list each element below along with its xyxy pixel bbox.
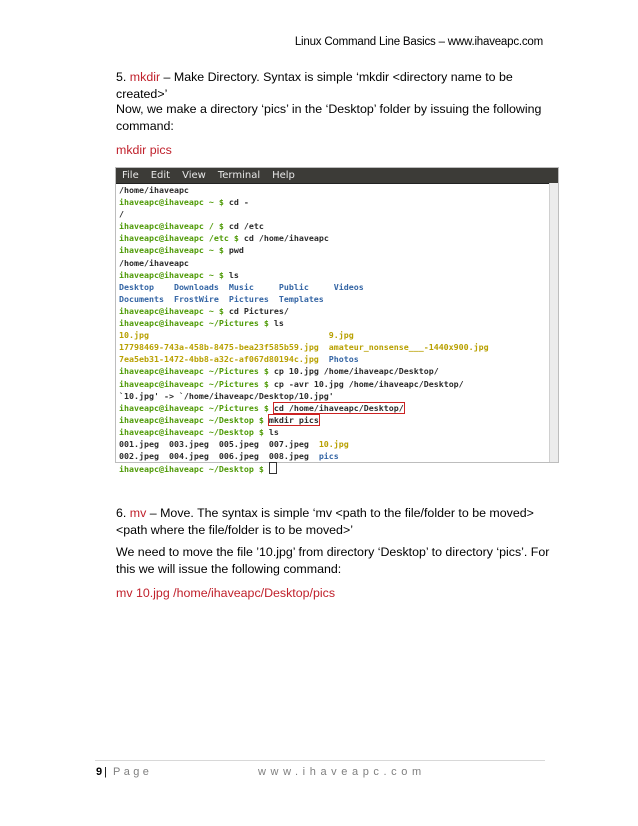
- footer-page-number: 9: [96, 766, 103, 778]
- terminal-prompt: ihaveapc@ihaveapc / $: [119, 221, 229, 232]
- terminal-prompt: ihaveapc@ihaveapc ~ $: [119, 197, 229, 208]
- mkdir-explanation: Now, we make a directory ‘pics’ in the ‘Desktop’ folder by issuing the following command:: [116, 102, 542, 133]
- terminal-line: [119, 402, 548, 414]
- terminal-text: Documents FrostWire Pictures Templates: [119, 293, 324, 304]
- terminal-text: cp -avr 10.jpg /home/ihaveapc/Desktop/: [273, 378, 464, 389]
- mv-command-name: mv: [129, 506, 147, 520]
- terminal-line: [119, 208, 548, 220]
- footer-separator: |: [104, 766, 107, 778]
- section-number: 6.: [116, 506, 127, 520]
- terminal-text: cd /etc: [228, 221, 264, 232]
- terminal-text: pics: [318, 451, 339, 462]
- terminal-text: 002.jpeg 004.jpeg 006.jpeg 008.jpeg: [119, 451, 319, 462]
- terminal-menu-view: View: [182, 170, 206, 181]
- terminal-line: [119, 281, 548, 293]
- footer-page-label: Page: [113, 766, 153, 778]
- mv-description: – Move. The syntax is simple ‘mv <path to the file/folder to be moved> <path where the file/folder is to be moved>’: [116, 506, 534, 537]
- terminal-menu-bar: [116, 168, 558, 184]
- terminal-menu-terminal: Terminal: [217, 170, 261, 181]
- terminal-text: pwd: [228, 245, 244, 256]
- terminal-prompt: ihaveapc@ihaveapc ~ $: [119, 305, 229, 316]
- terminal-text: `10.jpg' -> `/home/ihaveapc/Desktop/10.jpg': [119, 390, 334, 401]
- mv-example: mv 10.jpg /home/ihaveapc/Desktop/pics: [116, 586, 336, 600]
- terminal-text: 10.jpg 9.jpg: [119, 330, 354, 341]
- footer-divider: [95, 760, 545, 761]
- terminal-line: [119, 305, 548, 317]
- mkdir-description: – Make Directory. Syntax is simple ‘mkdir <directory name to be created>’: [116, 70, 513, 101]
- terminal-text: 17798469-743a-458b-8475-bea23f585b59.jpg amateur_nonsense___-1440x900.jpg: [119, 342, 489, 353]
- mkdir-example: mkdir pics: [116, 143, 172, 157]
- footer-website: www.ihaveapc.com: [258, 766, 426, 778]
- terminal-menu-edit: Edit: [150, 170, 171, 181]
- terminal-prompt: ihaveapc@ihaveapc ~/Pictures $: [119, 318, 274, 329]
- terminal-line: [119, 426, 548, 438]
- terminal-line: [119, 184, 548, 196]
- terminal-menu-file: File: [122, 170, 139, 181]
- terminal-text: cd -: [228, 197, 249, 208]
- terminal-line: [119, 390, 548, 402]
- terminal-line: [119, 244, 548, 256]
- terminal-text: cd /home/ihaveapc: [243, 233, 329, 244]
- terminal-line: [119, 232, 548, 244]
- terminal-line: [119, 378, 548, 390]
- section-number: 5.: [116, 70, 127, 84]
- terminal-text: 7ea5eb31-1472-4bb8-a32c-af067d80194c.jpg: [119, 354, 329, 365]
- terminal-text: ls: [228, 269, 239, 280]
- terminal-text: cp 10.jpg /home/ihaveapc/Desktop/: [273, 366, 439, 377]
- terminal-prompt: ihaveapc@ihaveapc /etc $: [119, 233, 244, 244]
- terminal-text: Photos: [328, 354, 359, 365]
- terminal-line: [119, 317, 548, 329]
- terminal-line: [119, 353, 548, 365]
- terminal-text: ls: [273, 318, 284, 329]
- terminal-line: [119, 257, 548, 269]
- terminal-prompt: ihaveapc@ihaveapc ~/Pictures $: [119, 402, 274, 413]
- terminal-line: [119, 220, 548, 232]
- terminal-prompt: ihaveapc@ihaveapc ~ $: [119, 245, 229, 256]
- terminal-text: 10.jpg: [318, 438, 349, 449]
- terminal-scrollbar: [549, 183, 558, 462]
- terminal-line: [119, 438, 548, 450]
- terminal-prompt: ihaveapc@ihaveapc ~/Desktop $: [119, 414, 269, 425]
- mv-explanation: We need to move the file ’10.jpg’ from directory ‘Desktop’ to directory ‘pics’. For this we will issue the following command:: [116, 545, 550, 576]
- terminal-text: ls: [268, 426, 279, 437]
- terminal-text: /: [119, 209, 124, 220]
- terminal-text: /home/ihaveapc: [119, 257, 189, 268]
- terminal-text: cd /home/ihaveapc/Desktop/: [273, 402, 404, 413]
- mkdir-heading: [116, 69, 561, 103]
- terminal-cursor: [269, 462, 277, 474]
- terminal-line: [119, 462, 548, 474]
- terminal-window: [115, 167, 559, 475]
- terminal-text: /home/ihaveapc: [119, 185, 189, 195]
- terminal-menu-help: Help: [272, 170, 295, 181]
- mkdir-command-name: mkdir: [129, 70, 161, 84]
- terminal-line: [119, 450, 548, 462]
- terminal-line: [119, 269, 548, 281]
- terminal-prompt: ihaveapc@ihaveapc ~/Desktop $: [119, 464, 269, 475]
- terminal-text: 001.jpeg 003.jpeg 005.jpeg 007.jpeg: [119, 438, 319, 449]
- terminal-line: [119, 365, 548, 377]
- terminal-text: cd Pictures/: [228, 305, 289, 316]
- terminal-line: [119, 329, 548, 341]
- terminal-line: [119, 341, 548, 353]
- terminal-prompt: ihaveapc@ihaveapc ~/Desktop $: [119, 426, 269, 437]
- terminal-prompt: ihaveapc@ihaveapc ~/Pictures $: [119, 378, 274, 389]
- terminal-text: Desktop Downloads Music Public Videos: [119, 281, 364, 292]
- terminal-line: [119, 196, 548, 208]
- page-header: Linux Command Line Basics – www.ihaveapc.com: [294, 36, 543, 48]
- terminal-line: [119, 414, 548, 426]
- terminal-text: mkdir pics: [268, 414, 319, 425]
- terminal-line: [119, 293, 548, 305]
- mv-heading: [116, 505, 561, 539]
- terminal-output: [119, 184, 548, 475]
- terminal-prompt: ihaveapc@ihaveapc ~/Pictures $: [119, 366, 274, 377]
- terminal-prompt: ihaveapc@ihaveapc ~ $: [119, 269, 229, 280]
